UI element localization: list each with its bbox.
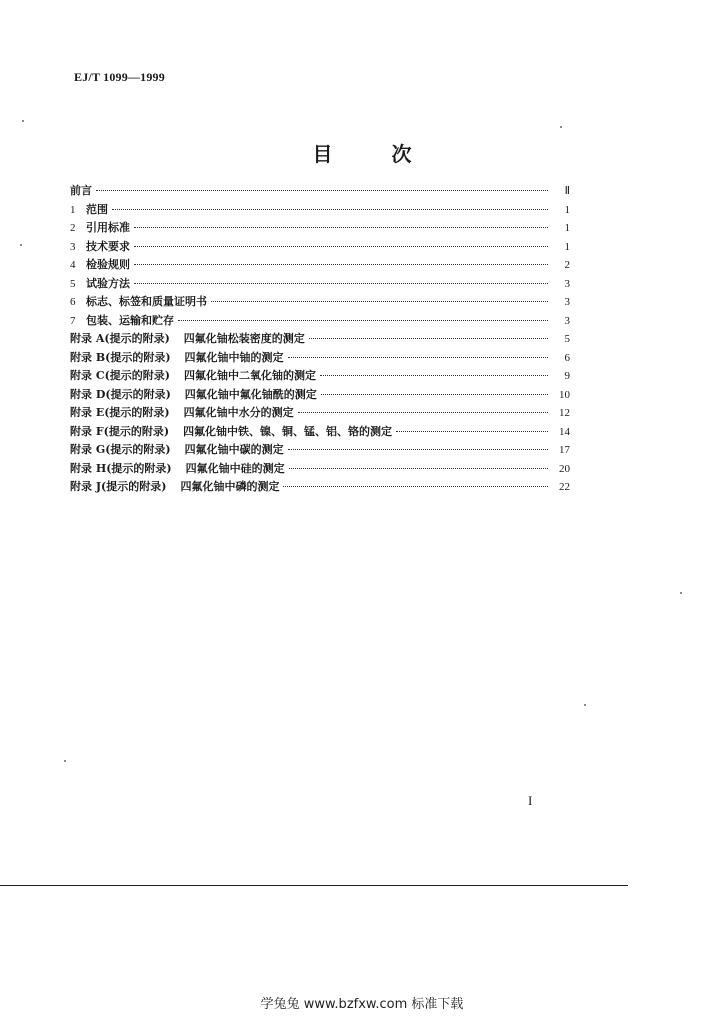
- page-number: I: [528, 793, 533, 808]
- toc-page: 1: [564, 222, 570, 234]
- toc-row-appendix-c[interactable]: [70, 367, 570, 386]
- toc-row-2[interactable]: [70, 219, 570, 238]
- toc-leader-dots: [298, 412, 548, 413]
- toc-page: 6: [564, 351, 570, 364]
- toc-appendix-title: 四氟化铀中铁、镍、铜、锰、铝、铬的测定: [183, 424, 393, 438]
- toc-appendix-title: 四氟化铀中硅的测定: [185, 461, 285, 475]
- toc-label: 前言: [70, 184, 92, 197]
- toc-label: 包装、运输和贮存: [86, 313, 174, 327]
- toc-label: 标志、标签和质量证明书: [86, 295, 207, 308]
- toc-leader-dots: [134, 264, 548, 265]
- toc-appendix-label: 附录 F(提示的附录): [70, 424, 170, 438]
- toc-row-appendix-d[interactable]: [70, 386, 570, 405]
- toc-leader-dots: [178, 320, 548, 321]
- toc-leader-dots: [96, 190, 548, 191]
- toc-page: 1: [564, 203, 570, 216]
- toc-page: 2: [564, 259, 570, 271]
- toc-page: 1: [564, 240, 570, 253]
- toc-page: 3: [564, 277, 570, 290]
- toc-row-5[interactable]: [70, 275, 570, 294]
- toc-leader-dots: [211, 301, 548, 302]
- toc-page: 5: [564, 333, 570, 345]
- scan-speck: [584, 704, 586, 706]
- toc-page: 20: [559, 462, 570, 475]
- scan-speck: [22, 120, 24, 122]
- toc-row-appendix-a[interactable]: [70, 330, 570, 349]
- toc-leader-dots: [134, 283, 548, 284]
- toc-leader-dots: [396, 431, 548, 432]
- toc-row-appendix-e[interactable]: [70, 404, 570, 423]
- toc-appendix-label: 附录 D(提示的附录): [70, 387, 171, 401]
- toc-leader-dots: [134, 246, 548, 247]
- toc-row-appendix-h[interactable]: [70, 460, 570, 479]
- standard-code: EJ/T 1099—1999: [74, 70, 165, 84]
- toc-page: 22: [559, 481, 570, 493]
- toc-number: 3: [70, 240, 76, 253]
- toc-appendix-title: 四氟化铀中二氧化铀的测定: [184, 369, 316, 382]
- table-of-contents: [70, 182, 570, 497]
- footer-watermark: 学兔兔 www.bzfxw.com 标准下载: [260, 997, 464, 1012]
- toc-number: 4: [70, 259, 76, 271]
- toc-page: 14: [559, 425, 570, 438]
- toc-appendix-title: 四氟化铀中铀的测定: [184, 350, 284, 364]
- toc-appendix-title: 四氟化铀中碳的测定: [184, 443, 284, 456]
- toc-label: 范围: [86, 202, 108, 216]
- toc-label: 试验方法: [86, 276, 130, 290]
- toc-appendix-label: 附录 H(提示的附录): [70, 461, 172, 475]
- toc-label: 检验规则: [86, 258, 130, 271]
- toc-label: 技术要求: [86, 239, 130, 253]
- toc-row-appendix-b[interactable]: [70, 349, 570, 368]
- toc-page: 12: [559, 407, 570, 419]
- toc-appendix-label: 附录 E(提示的附录): [70, 406, 170, 419]
- toc-appendix-label: 附录 A(提示的附录): [70, 332, 170, 345]
- toc-appendix-title: 四氟化铀中氟化铀酰的测定: [184, 387, 317, 401]
- toc-leader-dots: [321, 394, 548, 395]
- toc-appendix-title: 四氟化铀中水分的测定: [183, 406, 294, 419]
- toc-number: 1: [70, 203, 76, 216]
- toc-row-7[interactable]: [70, 312, 570, 331]
- toc-leader-dots: [288, 449, 548, 450]
- toc-leader-dots: [320, 375, 548, 376]
- footer-divider: [0, 885, 628, 886]
- toc-appendix-label: 附录 J(提示的附录): [70, 480, 167, 493]
- toc-leader-dots: [283, 486, 548, 487]
- scan-speck: [680, 592, 682, 594]
- scan-speck: [560, 126, 562, 128]
- toc-page: 9: [564, 370, 570, 382]
- scan-speck: [64, 760, 66, 762]
- toc-number: 7: [70, 314, 76, 327]
- toc-leader-dots: [288, 357, 548, 358]
- toc-row-3[interactable]: [70, 238, 570, 257]
- toc-row-6[interactable]: [70, 293, 570, 312]
- toc-label: 引用标准: [86, 221, 130, 234]
- toc-page: 17: [559, 444, 570, 456]
- toc-appendix-label: 附录 G(提示的附录): [70, 443, 171, 456]
- toc-appendix-title: 四氟化铀松装密度的测定: [183, 332, 305, 345]
- toc-row-appendix-g[interactable]: [70, 441, 570, 460]
- toc-appendix-label: 附录 B(提示的附录): [70, 350, 171, 364]
- toc-leader-dots: [112, 209, 548, 210]
- toc-row-foreword[interactable]: [70, 182, 570, 201]
- page-title: 目 次: [312, 142, 438, 166]
- toc-page: 10: [559, 388, 570, 401]
- toc-leader-dots: [289, 468, 548, 469]
- toc-row-1[interactable]: [70, 201, 570, 220]
- toc-row-4[interactable]: [70, 256, 570, 275]
- toc-number: 2: [70, 222, 76, 234]
- toc-page: 3: [564, 296, 570, 308]
- toc-number: 6: [70, 296, 76, 308]
- toc-number: 5: [70, 277, 76, 290]
- toc-leader-dots: [134, 227, 548, 228]
- toc-page: Ⅱ: [564, 185, 570, 197]
- toc-row-appendix-j[interactable]: [70, 478, 570, 497]
- toc-appendix-title: 四氟化铀中磷的测定: [180, 480, 280, 493]
- toc-row-appendix-f[interactable]: [70, 423, 570, 442]
- scan-speck: [20, 244, 22, 246]
- toc-appendix-label: 附录 C(提示的附录): [70, 369, 170, 382]
- toc-page: 3: [564, 314, 570, 327]
- toc-leader-dots: [309, 338, 548, 339]
